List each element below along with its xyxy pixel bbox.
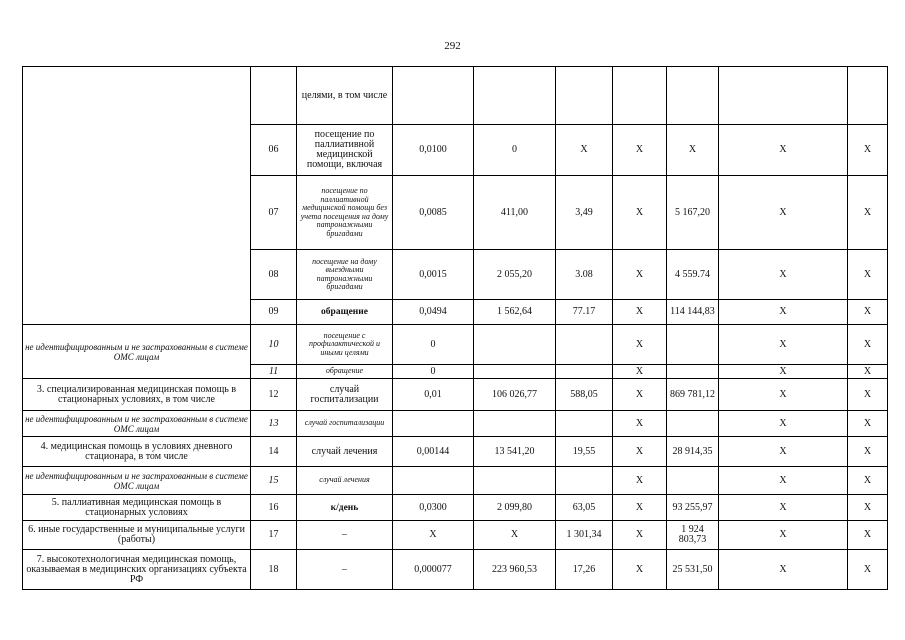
row-label: не идентифицированным и не застрахованным в системе ОМС лицам <box>23 325 251 379</box>
row-code: 11 <box>251 365 297 379</box>
row-label: 3. специализированная медицинская помощь в стационарных условиях, в том числе <box>23 379 251 411</box>
table-row: 07 посещение по паллиативной медицинской помощи без учета посещения на дому патронажными бригадами 0,0085 411,00 3,49 X 5 167,20 X X <box>23 176 888 250</box>
row-code: 07 <box>251 176 297 250</box>
page-number: 292 <box>444 40 461 52</box>
table-row: не идентифицированным и не застрахованным в системе ОМС лицам 10 посещение с профилактической и иными целями 0 X X X <box>23 325 888 365</box>
table-row: 3. специализированная медицинская помощь в стационарных условиях, в том числе 12 случай госпитализации 0,01 106 026,77 588,05 X 869 781,12 X X <box>23 379 888 411</box>
row-code: 10 <box>251 325 297 365</box>
unit-cell: посещение по паллиативной медицинской помощи, включая <box>297 125 393 176</box>
table-row: 06 посещение по паллиативной медицинской помощи, включая 0,0100 0 X X X X X <box>23 125 888 176</box>
row-code: 09 <box>251 300 297 325</box>
unit-cell: случай госпитализации <box>297 411 393 437</box>
financing-table <box>22 66 888 590</box>
unit-cell: – <box>297 550 393 590</box>
table-row: 09 обращение 0,0494 1 562,64 77.17 X 114 144,83 X X <box>23 300 888 325</box>
table-row: не идентифицированным и не застрахованным в системе ОМС лицам 15 случай лечения X X X <box>23 467 888 495</box>
unit-cell: посещение по паллиативной медицинской помощи без учета посещения на дому патронажными бригадами <box>297 176 393 250</box>
unit-cell: целями, в том числе <box>297 67 393 125</box>
row-code: 06 <box>251 125 297 176</box>
unit-cell: к/день <box>297 495 393 521</box>
row-code: 15 <box>251 467 297 495</box>
row-label: не идентифицированным и не застрахованным в системе ОМС лицам <box>23 411 251 437</box>
table-row: не идентифицированным и не застрахованным в системе ОМС лицам 13 случай госпитализации X X X <box>23 411 888 437</box>
row-code: 14 <box>251 437 297 467</box>
table-row: 4. медицинская помощь в условиях дневного стационара, в том числе 14 случай лечения 0,00144 13 541,20 19,55 X 28 914,35 X X <box>23 437 888 467</box>
section-label-blank <box>23 67 251 325</box>
row-code: 18 <box>251 550 297 590</box>
unit-cell: посещение на дому выездными патронажными бригадами <box>297 250 393 300</box>
unit-cell: случай лечения <box>297 467 393 495</box>
row-label: 6. иные государственные и муниципальные услуги (работы) <box>23 521 251 550</box>
unit-cell: обращение <box>297 365 393 379</box>
row-code: 08 <box>251 250 297 300</box>
unit-cell: обращение <box>297 300 393 325</box>
row-code: 13 <box>251 411 297 437</box>
row-label: не идентифицированным и не застрахованным в системе ОМС лицам <box>23 467 251 495</box>
unit-cell: – <box>297 521 393 550</box>
table-row: 11 обращение 0 X X X <box>23 365 888 379</box>
row-label: 4. медицинская помощь в условиях дневного стационара, в том числе <box>23 437 251 467</box>
row-code <box>251 67 297 125</box>
unit-cell: случай госпитализации <box>297 379 393 411</box>
row-label: 5. паллиативная медицинская помощь в стационарных условиях <box>23 495 251 521</box>
row-code: 17 <box>251 521 297 550</box>
row-code: 12 <box>251 379 297 411</box>
table-row: 7. высокотехнологичная медицинская помощь, оказываемая в медицинских организациях субъекта РФ 18 – 0,000077 223 960,53 17,26 X 25 531,50 X X <box>23 550 888 590</box>
unit-cell: случай лечения <box>297 437 393 467</box>
row-code: 16 <box>251 495 297 521</box>
row-label: 7. высокотехнологичная медицинская помощь, оказываемая в медицинских организациях субъекта РФ <box>23 550 251 590</box>
unit-cell: посещение с профилактической и иными целями <box>297 325 393 365</box>
table-row: 5. паллиативная медицинская помощь в стационарных условиях 16 к/день 0,0300 2 099,80 63,05 X 93 255,97 X X <box>23 495 888 521</box>
table-row: 08 посещение на дому выездными патронажными бригадами 0,0015 2 055,20 3.08 X 4 559.74 X X <box>23 250 888 300</box>
table-row: 6. иные государственные и муниципальные услуги (работы) 17 – X X 1 301,34 X 1 924 803,73 X X <box>23 521 888 550</box>
table-row <box>23 67 888 125</box>
